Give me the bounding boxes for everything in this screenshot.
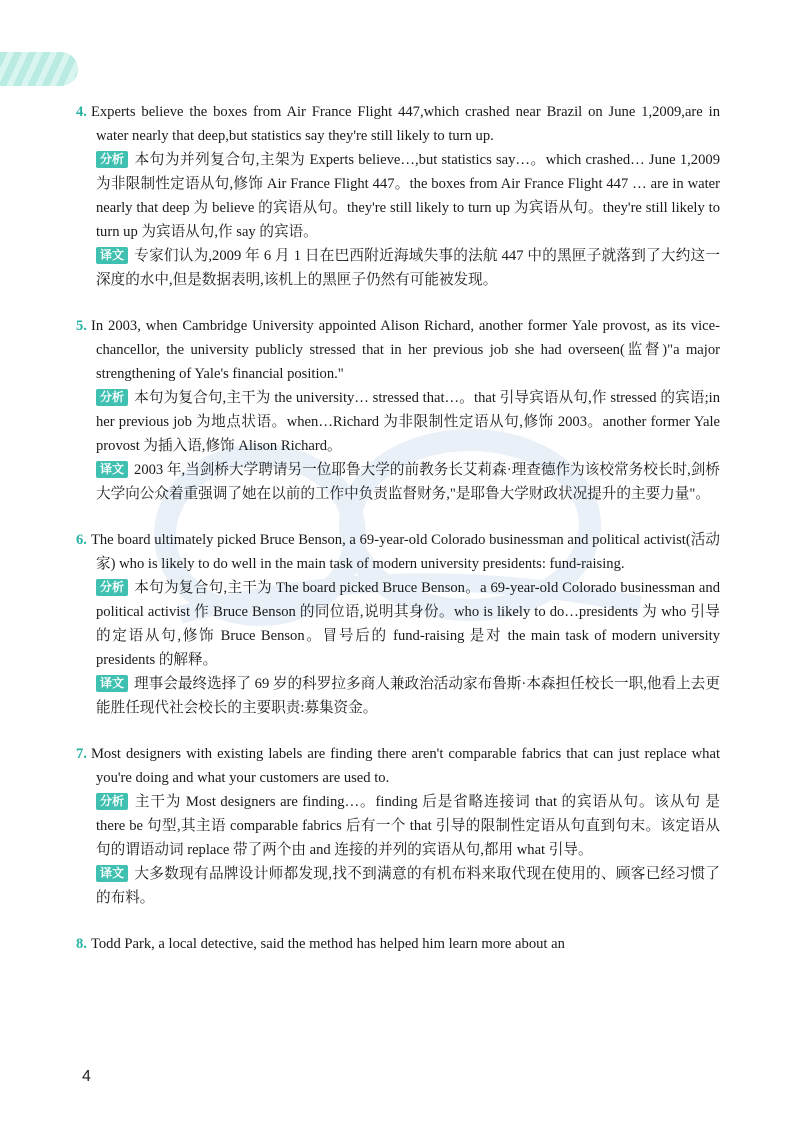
- sentence-text: Experts believe the boxes from Air France Flight 447,which crashed near Brazil on June 1,2009,are in water nearly that deep,but statistics say they're still likely to turn up.: [90, 104, 720, 144]
- analysis-tag: 分析: [96, 793, 128, 810]
- analysis-block: [76, 790, 720, 862]
- sentence-text: The board ultimately picked Bruce Benson, a 69-year-old Colorado businessman and political activist(活动家) who is likely to do well in the main task of modern university presidents: fund-raising.: [90, 532, 720, 572]
- english-sentence: [76, 932, 720, 956]
- analysis-tag: 分析: [96, 579, 128, 596]
- analysis-tag: 分析: [96, 151, 128, 168]
- item-number: 4.: [76, 104, 87, 120]
- translation-block: [76, 862, 720, 910]
- english-sentence: [76, 314, 720, 386]
- analysis-text: 主干为 Most designers are finding…。finding 后是省略连接词 that 的宾语从句。该从句 是 there be 句型,其主语 comparable fabrics 后有一个 that 引导的限制性定语从句直到句末。该定语从句的谓语动词 replace 带了两个由 and 连接的并列的宾语从句,都用 what 引导。: [96, 794, 720, 858]
- translation-text: 理事会最终选择了 69 岁的科罗拉多商人兼政治活动家布鲁斯·本森担任校长一职,他看上去更能胜任现代社会校长的主要职责:募集资金。: [96, 676, 720, 716]
- item-number: 8.: [76, 936, 87, 952]
- corner-tab-decoration: [0, 52, 78, 86]
- english-sentence: [76, 100, 720, 148]
- sentence-item-6: [76, 528, 720, 720]
- sentence-item-4: [76, 100, 720, 292]
- translation-block: [76, 244, 720, 292]
- translation-text: 大多数现有品牌设计师都发现,找不到满意的有机布料来取代现在使用的、顾客已经习惯了的布料。: [96, 866, 720, 906]
- sentence-text: Todd Park, a local detective, said the method has helped him learn more about an: [90, 936, 565, 952]
- analysis-tag: 分析: [96, 389, 128, 406]
- analysis-text: 本句为复合句,主干为 the university… stressed that…。that 引导宾语从句,作 stressed 的宾语;in her previous job 为地点状语。when…Richard 为非限制性定语从句,修饰 2003。another former Yale provost 为插入语,修饰 Alison Richard。: [96, 390, 720, 454]
- english-sentence: [76, 528, 720, 576]
- item-number: 6.: [76, 532, 87, 548]
- analysis-block: [76, 386, 720, 458]
- translation-text: 2003 年,当剑桥大学聘请另一位耶鲁大学的前教务长艾莉森·理查德作为该校常务校长时,剑桥大学向公众着重强调了她在以前的工作中负责监督财务,"是耶鲁大学财政状况提升的主要力量"。: [96, 462, 720, 502]
- translation-tag: 译文: [96, 865, 128, 882]
- translation-block: [76, 672, 720, 720]
- sentence-item-5: [76, 314, 720, 506]
- sentence-item-7: [76, 742, 720, 910]
- translation-tag: 译文: [96, 675, 128, 692]
- english-sentence: [76, 742, 720, 790]
- analysis-block: [76, 148, 720, 244]
- sentence-text: In 2003, when Cambridge University appointed Alison Richard, another former Yale provost, as its vice-chancellor, the university publicly stressed that in her previous job she had overseen(监督)"a major strengthening of Yale's financial position.": [90, 318, 720, 382]
- item-number: 5.: [76, 318, 87, 334]
- analysis-text: 本句为并列复合句,主架为 Experts believe…,but statistics say…。which crashed… June 1,2009 为非限制性定语从句,修饰 Air France Flight 447。the boxes from Air France Flight 447 … are in water nearly that deep 为 believe 的宾语从句。they're still likely to turn up 为宾语从句。they're still likely to turn up 为宾语从句,作 say 的宾语。: [96, 152, 720, 240]
- page-number: 4: [82, 1068, 91, 1085]
- sentence-text: Most designers with existing labels are finding there aren't comparable fabrics that can just replace what you're doing and what your customers are used to.: [90, 746, 720, 786]
- translation-tag: 译文: [96, 247, 128, 264]
- document-body: [76, 100, 720, 978]
- analysis-text: 本句为复合句,主干为 The board picked Bruce Benson。a 69-year-old Colorado businessman and political activist 作 Bruce Benson 的同位语,说明其身份。who is likely to do…presidents 为 who 引导的定语从句,修饰 Bruce Benson。冒号后的 fund-raising 是对 the main task of modern university presidents 的解释。: [96, 580, 720, 668]
- item-number: 7.: [76, 746, 87, 762]
- translation-text: 专家们认为,2009 年 6 月 1 日在巴西附近海域失事的法航 447 中的黑匣子就落到了大约这一深度的水中,但是数据表明,该机上的黑匣子仍然有可能被发现。: [96, 248, 720, 288]
- sentence-item-8: [76, 932, 720, 956]
- translation-tag: 译文: [96, 461, 128, 478]
- translation-block: [76, 458, 720, 506]
- analysis-block: [76, 576, 720, 672]
